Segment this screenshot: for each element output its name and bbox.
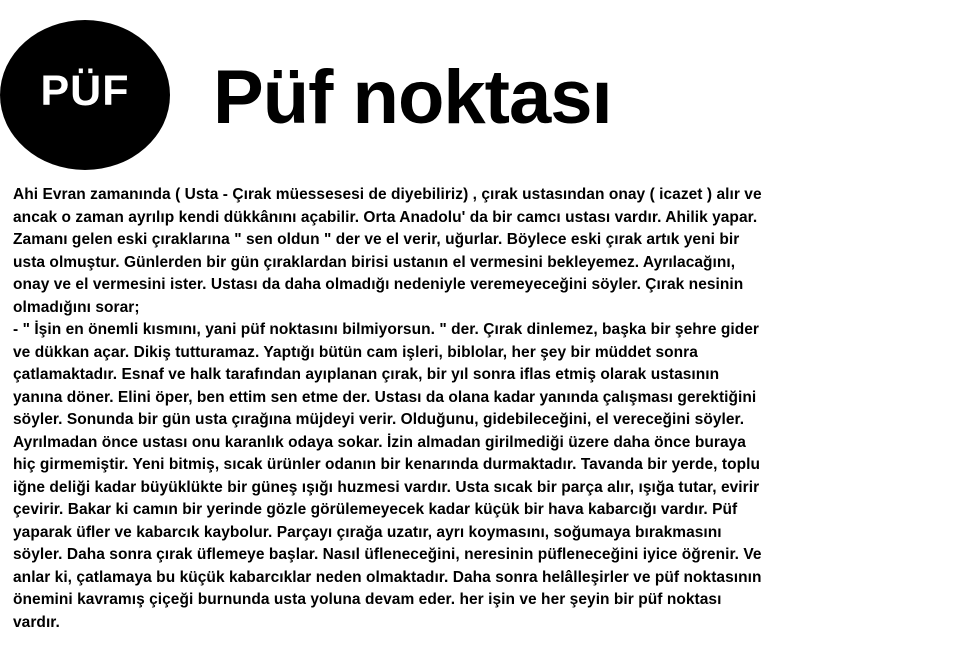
story-text	[13, 184, 949, 634]
story-line: Zamanı gelen eski çıraklarına " sen oldun " der ve el verir, uğurlar. Böylece eski çırak artık yeni bir	[13, 231, 740, 248]
page-title: Püf noktası	[213, 55, 612, 140]
story-line: iğne deliği kadar büyüklükte bir güneş ışığı huzmesi vardır. Usta sıcak bir parça alır, ışığa tutar, evirir	[13, 478, 760, 496]
story-line: ve dükkan açar. Dikiş tutturamaz. Yaptığı bütün cam işleri, biblolar, her şey bir müddet sonra	[13, 343, 698, 361]
story-line: onay ve el vermesini ister. Ustası da daha olmadığı nedeniyle veremeyeceğini söyler. Çırak nesinin	[13, 276, 744, 293]
story-line: Ayrılmadan önce ustası onu karanlık odaya sokar. İzin almadan girilmediği üzere daha önce buraya	[13, 433, 746, 451]
story-line: anlar ki, çatlamaya bu küçük kabarcıklar neden olmaktadır. Daha sonra helâlleşirler ve püf noktasının	[13, 568, 762, 586]
story-line: önemini kavramış çiçeği burnunda usta yoluna devam eder. her işin ve her şeyin bir püf noktası	[13, 591, 722, 608]
story-line: söyler. Daha sonra çırak üflemeye başlar. Nasıl üfleneceğini, neresinin püfleneceğini iyice öğrenir. Ve	[13, 546, 762, 563]
story-line: çatlamaktadır. Esnaf ve halk tarafından ayıplanan çırak, bir yıl sonra iflas etmiş olarak ustasının	[13, 366, 720, 383]
story-line: olmadığını sorar;	[13, 298, 140, 316]
story-line: Ahi Evran zamanında ( Usta - Çırak müessesesi de diyebiliriz) , çırak ustasından onay ( icazet ) alır ve	[13, 186, 762, 203]
story-line: çevirir. Bakar ki camın bir yerinde gözle görülemeyecek kadar küçük bir hava kabarcığı vardır. Püf	[13, 501, 738, 518]
logo-text: PÜF	[40, 66, 130, 115]
story-line: yaparak üfler ve kabarcık kaybolur. Parçayı çırağa uzatır, ayrı koymasını, soğumaya bırakmasını	[13, 523, 722, 541]
story-line: hiç girmemiştir. Yeni bitmiş, sıcak ürünler odanın bir kenarında durmaktadır. Tavanda bir yerde, toplu	[13, 456, 761, 473]
story-line: - " İşin en önemli kısmını, yani püf noktasını bilmiyorsun. " der. Çırak dinlemez, başka bir şehre gider	[13, 321, 760, 338]
story-line: söyler. Sonunda bir gün usta çırağına müjdeyi verir. Olduğunu, gidebileceğini, el vereceğini söyler.	[13, 411, 745, 428]
story-line: yanına döner. Elini öper, ben ettim sen etme der. Ustası da olana kadar yanında çalışması gerektiğini	[13, 388, 757, 406]
story-line: usta olmuştur. Günlerden bir gün çıraklardan birisi ustanın el vermesini bekleyemez. Ayrılacağını,	[13, 253, 736, 271]
story-line: vardır.	[13, 613, 60, 631]
puf-logo-circle	[0, 20, 170, 170]
story-line: ancak o zaman ayrılıp kendi dükkânını açabilir. Orta Anadolu' da bir camcı ustası vardır. Ahilik yapar.	[13, 208, 758, 226]
